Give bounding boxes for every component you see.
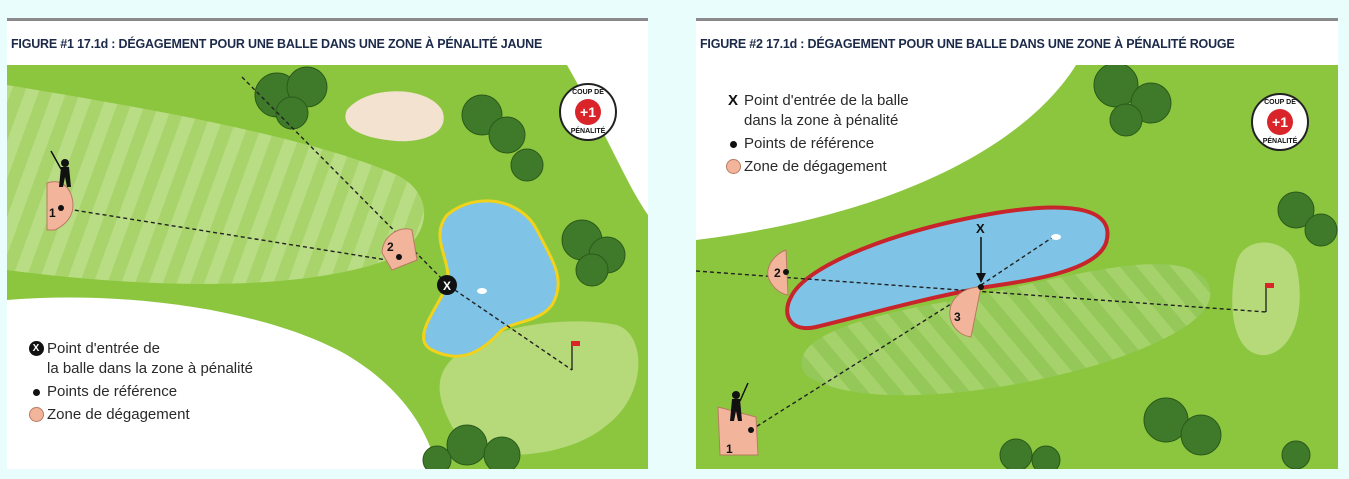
legend-text: Points de référence [47, 383, 178, 400]
figure-1-title: FIGURE #1 17.1d : DÉGAGEMENT POUR UNE BALLE DANS UNE ZONE À PÉNALITÉ JAUNE [7, 21, 648, 65]
dot-icon [33, 389, 40, 396]
badge-top-text: COUP DE [1264, 99, 1296, 106]
legend-item-reference-points [722, 134, 909, 154]
legend-item-entry-point [722, 91, 909, 131]
badge-value: +1 [1267, 109, 1293, 135]
legend-item-relief-zone [722, 157, 909, 177]
legend-text: Point d'entrée de [47, 340, 160, 357]
legend-text: Zone de dégagement [47, 406, 190, 423]
legend-text-line2: la balle dans la zone à pénalité [47, 360, 253, 377]
figure-2-legend [722, 91, 909, 180]
penalty-stroke-badge [559, 83, 617, 141]
relief-zone-icon [726, 159, 741, 174]
figure-1-panel [7, 18, 648, 469]
x-marker-icon: X [727, 92, 738, 109]
point-label-1: 1 [726, 442, 733, 456]
x-marker-icon: X [29, 341, 44, 356]
entry-point-label: X [442, 279, 452, 293]
legend-text: Zone de dégagement [744, 158, 887, 175]
point-label-2: 2 [387, 240, 394, 254]
badge-bottom-text: PÉNALITÉ [1262, 138, 1298, 145]
relief-zone-icon [29, 407, 44, 422]
dot-icon [730, 141, 737, 148]
figure-1-legend [25, 339, 253, 428]
legend-text: Point d'entrée de la balle [744, 92, 909, 109]
badge-value: +1 [575, 99, 601, 125]
legend-item-relief-zone [25, 405, 253, 425]
point-label-2: 2 [774, 266, 781, 280]
point-label-1: 1 [49, 206, 56, 220]
entry-point-label: X [976, 221, 985, 236]
legend-text-line2: dans la zone à pénalité [744, 112, 899, 129]
legend-text: Points de référence [744, 135, 875, 152]
figure-2-panel [696, 18, 1338, 469]
badge-top-text: COUP DE [572, 89, 604, 96]
legend-item-entry-point [25, 339, 253, 379]
penalty-stroke-badge [1251, 93, 1309, 151]
badge-bottom-text: PÉNALITÉ [570, 128, 606, 135]
figure-2-title: FIGURE #2 17.1d : DÉGAGEMENT POUR UNE BALLE DANS UNE ZONE À PÉNALITÉ ROUGE [696, 21, 1338, 65]
legend-item-reference-points [25, 382, 253, 402]
point-label-3: 3 [954, 310, 961, 324]
